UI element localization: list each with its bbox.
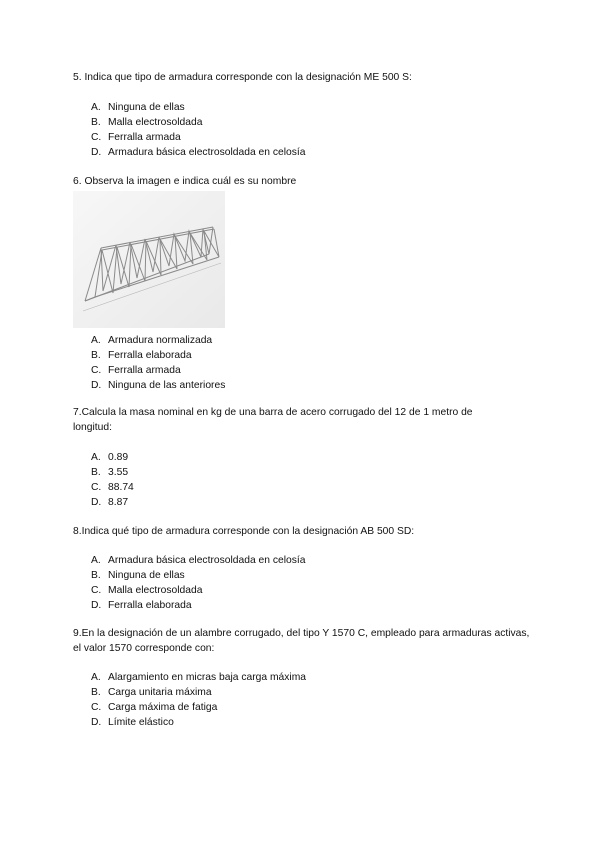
- option-text: Carga máxima de fatiga: [108, 702, 218, 713]
- option-b: [91, 348, 225, 363]
- option-text: 0.89: [108, 452, 129, 463]
- option-text: 88.74: [108, 482, 134, 493]
- option-letter: B.: [91, 350, 101, 361]
- option-letter: B.: [91, 467, 101, 478]
- question-8-text: 8.Indica qué tipo de armadura corresponde con la designación AB 500 SD:: [73, 526, 415, 537]
- option-a: [91, 450, 134, 465]
- option-b: [91, 568, 305, 583]
- option-text: Malla electrosoldada: [108, 117, 203, 128]
- question-9-text: 9.En la designación de un alambre corrugado, del tipo Y 1570 C, empleado para armaduras activas, el valor 1570 corresponde con:: [73, 628, 530, 654]
- question-6-text: 6. Observa la imagen e indica cuál es su nombre: [73, 176, 297, 187]
- option-text: Ferralla elaborada: [108, 600, 192, 611]
- option-text: 8.87: [108, 497, 129, 508]
- option-letter: A.: [91, 555, 101, 566]
- option-letter: B.: [91, 687, 101, 698]
- option-text: Ferralla armada: [108, 365, 181, 376]
- question-6-options: [91, 333, 225, 393]
- question-9-options: [91, 670, 306, 730]
- question-5-options: [91, 100, 305, 160]
- option-letter: D.: [91, 147, 102, 158]
- option-a: [91, 100, 305, 115]
- option-text: Ninguna de ellas: [108, 102, 185, 113]
- option-text: 3.55: [108, 467, 129, 478]
- question-7-text: 7.Calcula la masa nominal en kg de una barra de acero corrugado del 12 de 1 metro de longitud:: [73, 407, 473, 433]
- option-d: [91, 145, 305, 160]
- option-text: Ferralla armada: [108, 132, 181, 143]
- option-letter: C.: [91, 365, 102, 376]
- option-letter: D.: [91, 717, 102, 728]
- option-c: [91, 700, 306, 715]
- option-text: Ninguna de ellas: [108, 570, 185, 581]
- option-letter: A.: [91, 452, 101, 463]
- lattice-truss-drawing: [73, 191, 225, 328]
- option-letter: B.: [91, 117, 101, 128]
- option-b: [91, 115, 305, 130]
- option-letter: C.: [91, 132, 102, 143]
- question-8-options: [91, 553, 305, 613]
- option-letter: A.: [91, 335, 101, 346]
- option-letter: D.: [91, 497, 102, 508]
- option-a: [91, 553, 305, 568]
- option-d: [91, 495, 134, 510]
- option-text: Malla electrosoldada: [108, 585, 203, 596]
- option-a: [91, 333, 225, 348]
- option-c: [91, 583, 305, 598]
- option-d: [91, 378, 225, 393]
- option-b: [91, 465, 134, 480]
- lattice-truss-image: [73, 191, 225, 328]
- option-text: Ninguna de las anteriores: [108, 380, 226, 391]
- option-text: Límite elástico: [108, 717, 174, 728]
- option-text: Armadura básica electrosoldada en celosía: [108, 147, 306, 158]
- option-text: Alargamiento en micras baja carga máxima: [108, 672, 307, 683]
- question-7-options: [91, 450, 134, 510]
- option-d: [91, 715, 306, 730]
- question-5-text: 5. Indica que tipo de armadura corresponde con la designación ME 500 S:: [73, 72, 412, 83]
- option-letter: B.: [91, 570, 101, 581]
- option-letter: D.: [91, 380, 102, 391]
- option-text: Carga unitaria máxima: [108, 687, 212, 698]
- option-c: [91, 363, 225, 378]
- option-c: [91, 480, 134, 495]
- option-letter: A.: [91, 672, 101, 683]
- option-a: [91, 670, 306, 685]
- option-letter: C.: [91, 702, 102, 713]
- option-text: Armadura básica electrosoldada en celosía: [108, 555, 306, 566]
- option-c: [91, 130, 305, 145]
- option-d: [91, 598, 305, 613]
- option-text: Armadura normalizada: [108, 335, 213, 346]
- option-letter: A.: [91, 102, 101, 113]
- option-letter: D.: [91, 600, 102, 611]
- option-letter: C.: [91, 482, 102, 493]
- option-text: Ferralla elaborada: [108, 350, 192, 361]
- option-letter: C.: [91, 585, 102, 596]
- option-b: [91, 685, 306, 700]
